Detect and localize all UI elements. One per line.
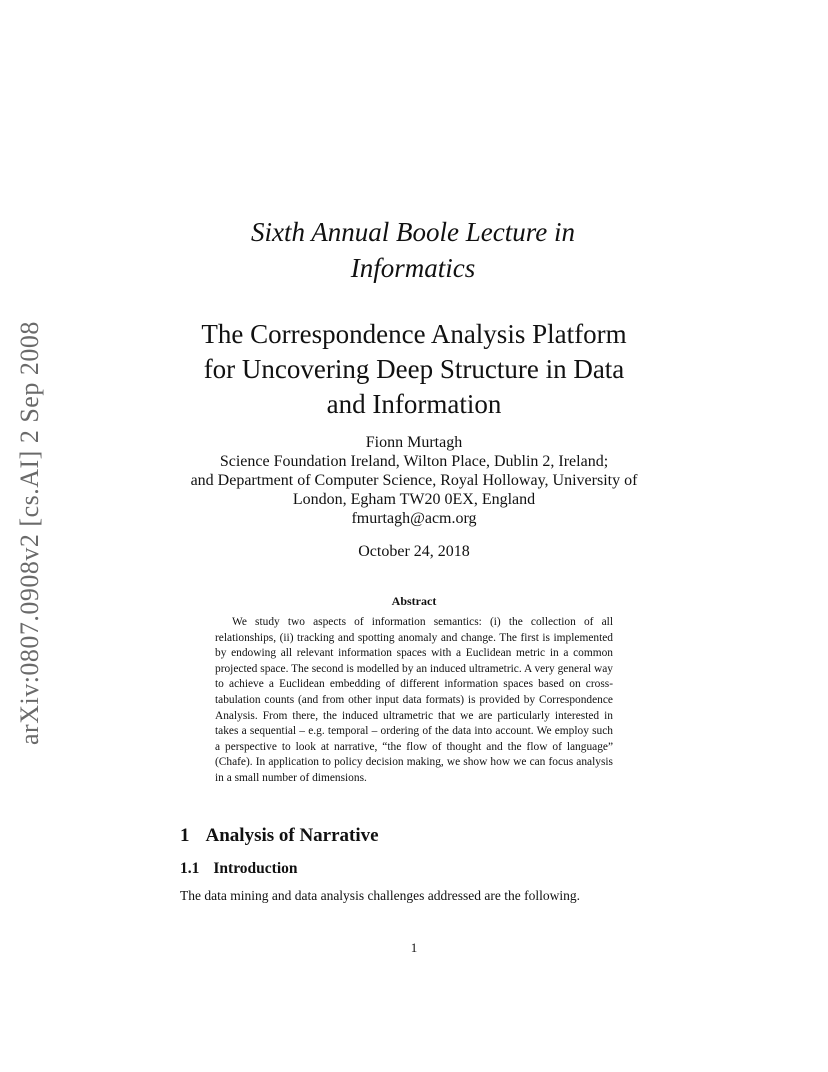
paper-title-line: and Information [326,389,502,419]
arxiv-margin-stamp: arXiv:0807.0908v2 [cs.AI] 2 Sep 2008 [15,321,44,745]
author-affiliation-line: Science Foundation Ireland, Wilton Place, Dublin 2, Ireland; [219,453,609,470]
abstract-text: We study two aspects of information semantics: (i) the collection of all relationships, (ii) tracking and spotting anomaly and change. The first is implemented by endowing all relevant information spaces with a Euclidean metric in a common projected space. The second is modelled by an induced ultrametric. A very general way to achieve a Euclidean embedding of different information spaces based on cross-tabulation counts (and from other input data formats) is provided by Correspondence Analysis. From there, the induced ultrametric that we are particularly interested in takes a sequential – e.g. temporal – ordering of the data into account. We employ such a perspective to look at narrative, “the flow of thought and the flow of language” (Chafe). In application to policy decision making, we show how we can focus analysis in a small number of dimensions. [215,616,613,784]
paper-title [160,317,668,422]
lecture-title-line: Sixth Annual Boole Lecture in [251,217,575,247]
abstract-heading: Abstract [391,594,437,608]
author-block [160,433,668,528]
author-affiliation-line: London, Egham TW20 0EX, England [292,491,536,508]
publication-date: October 24, 2018 [358,543,470,560]
subsection-title: Introduction [213,860,298,877]
section-title: Analysis of Narrative [205,825,379,846]
author-affiliation-line: and Department of Computer Science, Royal Holloway, University of [190,472,638,489]
author-name: Fionn Murtagh [365,434,463,451]
body-paragraph: The data mining and data analysis challenges addressed are the following. [180,888,580,903]
paper-title-line: The Correspondence Analysis Platform [201,319,627,349]
subsection-heading [180,860,298,878]
page-number: 1 [410,940,418,955]
lecture-title [180,214,646,286]
lecture-title-line: Informatics [350,253,476,283]
paper-title-line: for Uncovering Deep Structure in Data [203,354,625,384]
section-number: 1 [180,825,190,846]
subsection-number: 1.1 [180,860,200,877]
section-heading [180,825,379,847]
author-email: fmurtagh@acm.org [351,510,477,527]
